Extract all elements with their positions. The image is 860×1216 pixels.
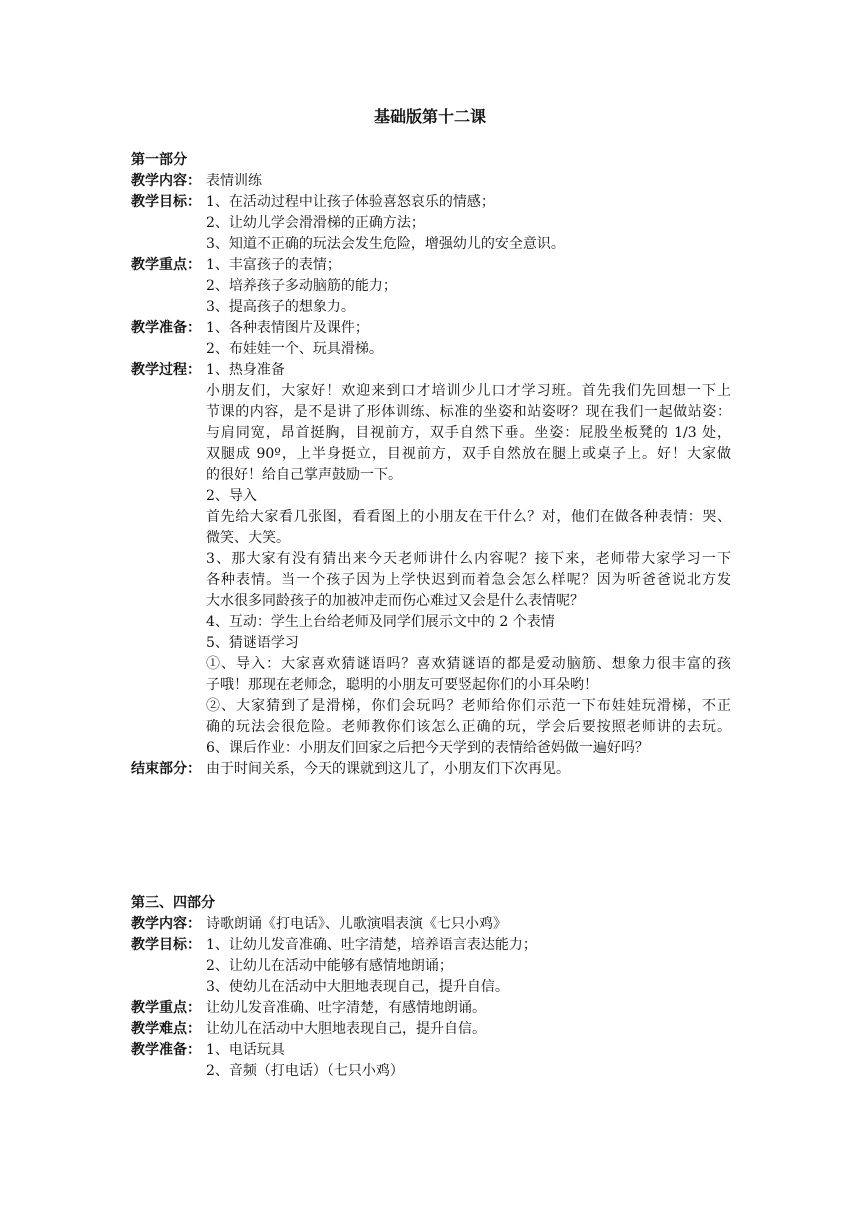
goals-row xyxy=(131,935,731,956)
process-label: 教学过程： xyxy=(131,362,201,378)
paragraph-line: 各种表情。当一个孩子因为上学快迟到而着急会怎么样呢？因为听爸爸说北方发 xyxy=(206,572,731,588)
focus-label: 教学重点： xyxy=(131,257,201,273)
paragraph-line: 微笑、大笑。 xyxy=(206,530,290,546)
goals-label: 教学目标： xyxy=(131,937,201,953)
paragraph-line: 双腿成 90º，上半身挺立，目视前方，双手自然放在腿上或桌子上。好！大家做 xyxy=(206,446,731,462)
focus-item: 2、培养孩子多动脑筋的能力； xyxy=(206,278,397,294)
focus-item: 3、提高孩子的想象力。 xyxy=(206,299,355,315)
paragraph-line: 与肩同宽，昂首挺胸，目视前方，双手自然下垂。坐姿：屁股坐板凳的 1/3 处， xyxy=(206,425,731,441)
paragraph-line: 大水很多同龄孩子的加被冲走而伤心难过又会是什么表情呢？ xyxy=(206,593,584,609)
content-label: 教学内容： xyxy=(131,173,201,189)
part-three-four-heading: 第三、四部分 xyxy=(131,895,215,911)
paragraph-line: ①、导入：大家喜欢猜谜语吗？喜欢猜谜语的都是爱动脑筋、想象力很丰富的孩 xyxy=(206,656,731,672)
process-step: 5、猜谜语学习 xyxy=(206,635,299,651)
focus-row xyxy=(131,998,731,1019)
prep-item: 1、各种表情图片及课件； xyxy=(206,320,369,336)
process-row xyxy=(131,360,731,381)
goal-item: 3、使幼儿在活动中大胆地表现自己，提升自信。 xyxy=(206,979,509,995)
paragraph-line: 节课的内容，是不是讲了形体训练、标准的坐姿和站姿呀？现在我们一起做站姿： xyxy=(206,404,731,420)
prep-label: 教学准备： xyxy=(131,320,201,336)
content-value: 表情训练 xyxy=(206,173,262,189)
intro-paragraph xyxy=(131,507,731,549)
goal-item: 2、让幼儿学会滑滑梯的正确方法； xyxy=(206,215,425,231)
goals-label: 教学目标： xyxy=(131,194,201,210)
step3-paragraph xyxy=(131,549,731,612)
focus-item: 1、丰富孩子的表情； xyxy=(206,257,341,273)
end-row xyxy=(131,759,731,780)
difficulty-row xyxy=(131,1019,731,1040)
difficulty-value: 让幼儿在活动中大胆地表现自己，提升自信。 xyxy=(206,1021,486,1037)
goal-item: 3、知道不正确的玩法会发生危险，增强幼儿的安全意识。 xyxy=(206,236,565,252)
end-label: 结束部分： xyxy=(131,761,201,777)
goal-item: 1、在活动过程中让孩子体验喜怒哀乐的情感； xyxy=(206,194,495,210)
paragraph-line: 3、那大家有没有猜出来今天老师讲什么内容呢？接下来，老师带大家学习一下 xyxy=(206,551,731,567)
goals-row xyxy=(131,192,731,213)
focus-label: 教学重点： xyxy=(131,1000,201,1016)
paragraph-line: 确的玩法会很危险。老师教你们该怎么正确的玩，学会后要按照老师讲的去玩。 xyxy=(206,719,731,735)
homework-step: 6、课后作业：小朋友们回家之后把今天学到的表情给爸妈做一遍好吗？ xyxy=(206,740,649,756)
document-title: 基础版第十二课 xyxy=(373,107,486,126)
riddle-intro-paragraph xyxy=(131,654,731,696)
process-step: 4、互动：学生上台给老师及同学们展示文中的 2 个表情 xyxy=(206,614,555,630)
prep-item: 2、布娃娃一个、玩具滑梯。 xyxy=(206,341,383,357)
process-step: 2、导入 xyxy=(206,488,257,504)
difficulty-label: 教学难点： xyxy=(131,1021,201,1037)
part-three-four-section xyxy=(131,893,731,1082)
paragraph-line: 小朋友们，大家好！欢迎来到口才培训少儿口才学习班。首先我们先回想一下上 xyxy=(206,383,731,399)
content-row xyxy=(131,171,731,192)
focus-value: 让幼儿发音准确、吐字清楚，有感情地朗诵。 xyxy=(206,1000,486,1016)
goal-item: 1、让幼儿发音准确、吐字清楚，培养语言表达能力； xyxy=(206,937,537,953)
part-one-heading: 第一部分 xyxy=(131,152,187,168)
paragraph-line: 子哦！那现在老师念，聪明的小朋友可要竖起你们的小耳朵哟！ xyxy=(206,677,598,693)
riddle-answer-paragraph xyxy=(131,696,731,738)
focus-row xyxy=(131,255,731,276)
part-one-section xyxy=(131,150,731,780)
prep-item: 2、音频（打电话）（七只小鸡） xyxy=(206,1063,404,1079)
end-value: 由于时间关系，今天的课就到这儿了，小朋友们下次再见。 xyxy=(206,761,570,777)
prep-label: 教学准备： xyxy=(131,1042,201,1058)
warmup-paragraph xyxy=(131,381,731,486)
paragraph-line: ②、大家猜到了是滑梯，你们会玩吗？老师给你们示范一下布娃娃玩滑梯，不正 xyxy=(206,698,731,714)
content-label: 教学内容： xyxy=(131,916,201,932)
prep-row xyxy=(131,1040,731,1061)
content-row xyxy=(131,914,731,935)
prep-item: 1、电话玩具 xyxy=(206,1042,285,1058)
paragraph-line: 的很好！给自己掌声鼓励一下。 xyxy=(206,467,402,483)
prep-row xyxy=(131,318,731,339)
paragraph-line: 首先给大家看几张图，看看图上的小朋友在干什么？对，他们在做各种表情：哭、 xyxy=(206,509,731,525)
goal-item: 2、让幼儿在活动中能够有感情地朗诵； xyxy=(206,958,453,974)
content-value: 诗歌朗诵《打电话》、儿歌演唱表演《七只小鸡》 xyxy=(206,916,507,932)
process-step: 1、热身准备 xyxy=(206,362,285,378)
